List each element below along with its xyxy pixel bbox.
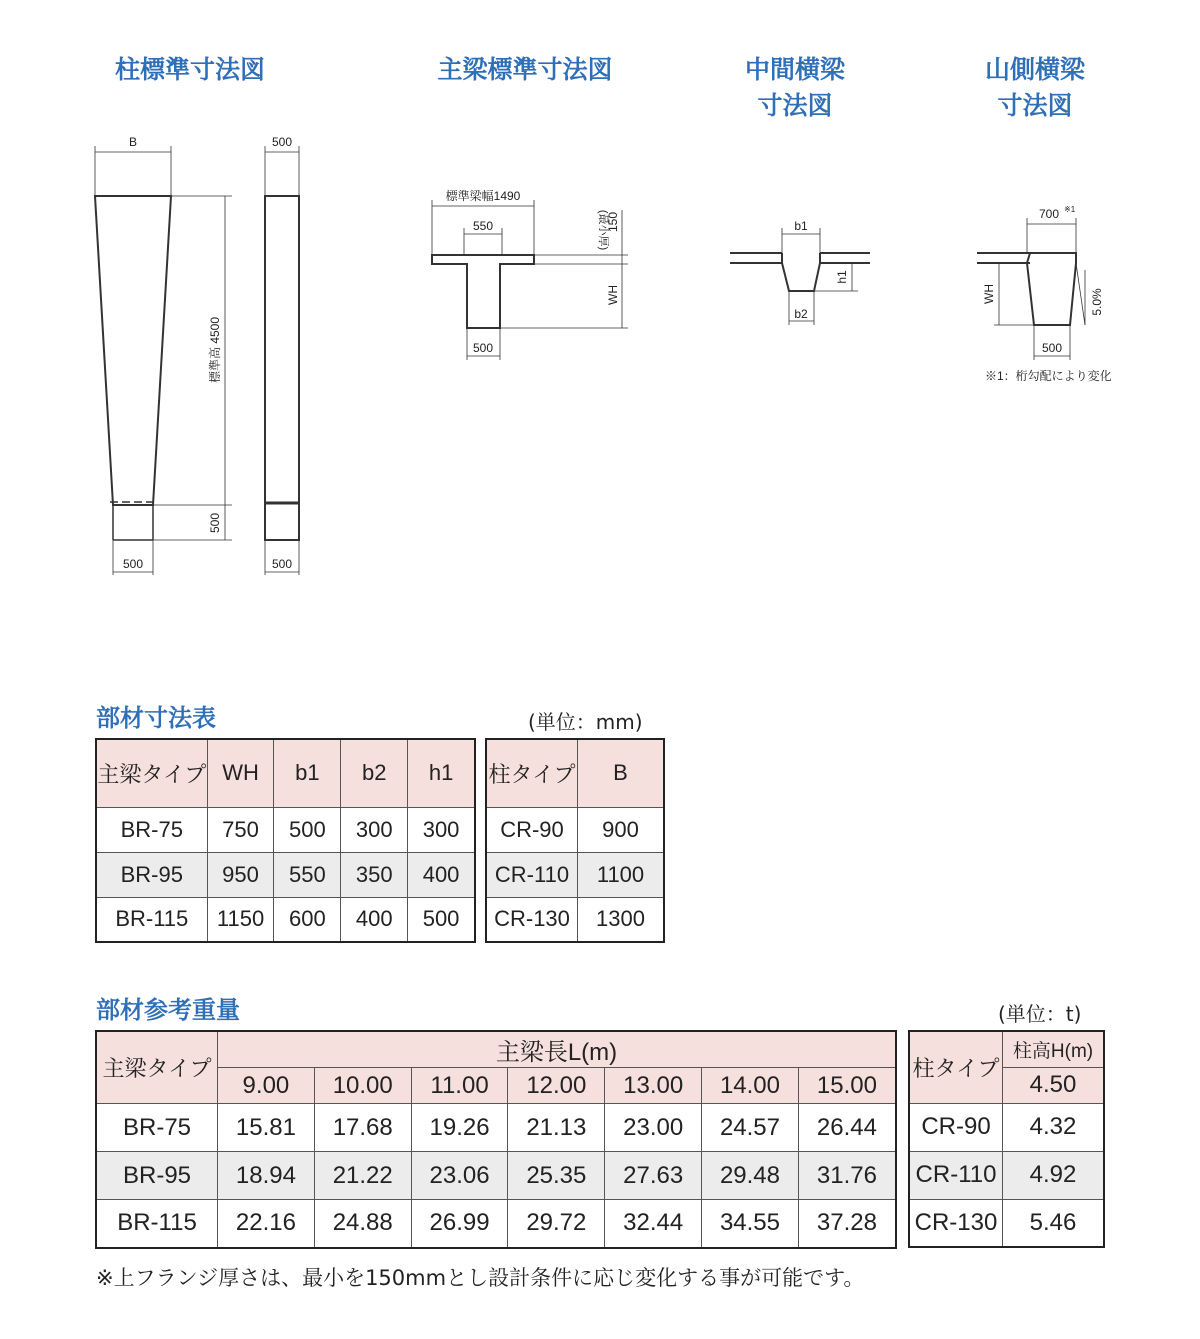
- table-cell: BR-115: [96, 1200, 218, 1248]
- table-header: 柱タイプ: [909, 1031, 1003, 1103]
- mountain-beam-top-note: ※1: [1064, 205, 1076, 214]
- column-bottom-seg-label: 500: [208, 512, 222, 534]
- table-cell: 500: [408, 897, 475, 942]
- table-cell: CR-90: [909, 1103, 1003, 1151]
- main-beam-flange-note: (最小厚): [597, 209, 609, 251]
- table-cell: BR-95: [96, 1152, 218, 1200]
- table-cell: 27.63: [605, 1152, 702, 1200]
- table-cell: 1100: [578, 852, 665, 897]
- table-cell: 25.35: [508, 1152, 605, 1200]
- table-row: [96, 852, 475, 897]
- main-beam-flange-value: 150: [606, 211, 620, 233]
- table-cell: 300: [341, 807, 408, 852]
- table-cell: CR-110: [909, 1151, 1003, 1199]
- table-row: [486, 897, 664, 942]
- table-cell: 24.57: [702, 1104, 799, 1152]
- table-cell: 750: [207, 807, 274, 852]
- table-header: 主梁タイプ: [96, 739, 207, 807]
- table-cell: 17.68: [314, 1104, 411, 1152]
- table-row: [909, 1151, 1104, 1199]
- table-cell: 19.26: [411, 1104, 508, 1152]
- mountain-beam-title-line2: 寸法図: [997, 91, 1073, 120]
- table-header: 10.00: [314, 1068, 411, 1104]
- table-cell: 1150: [207, 897, 274, 942]
- table-cell: 23.06: [411, 1152, 508, 1200]
- table-cell: BR-95: [96, 852, 207, 897]
- weight-table-unit: (単位：t): [998, 1002, 1082, 1026]
- column-bottom-width-label: 500: [122, 557, 144, 571]
- table-cell: 15.81: [218, 1104, 315, 1152]
- table-cell: 550: [274, 852, 341, 897]
- table-header: 主梁タイプ: [96, 1031, 218, 1104]
- table-header: 柱タイプ: [486, 739, 578, 807]
- column-top-width-label: B: [128, 135, 138, 149]
- table-cell: 5.46: [1003, 1199, 1105, 1247]
- mountain-beam-footnote: ※1：桁勾配により変化: [985, 369, 1112, 383]
- mid-beam-b2-label: b2: [794, 307, 808, 321]
- mountain-beam-title-line1: 山側横梁: [984, 55, 1085, 84]
- table-cell: 400: [408, 852, 475, 897]
- column-weight-table: [908, 1030, 1105, 1248]
- table-cell: CR-130: [486, 897, 578, 942]
- mountain-beam-wh-label: WH: [982, 284, 996, 304]
- table-cell: 29.72: [508, 1200, 605, 1248]
- dimension-drawings: [0, 0, 1200, 600]
- table-cell: 900: [578, 807, 665, 852]
- table-cell: 400: [341, 897, 408, 942]
- beam-weight-table: [95, 1030, 897, 1249]
- table-cell: 37.28: [798, 1200, 896, 1248]
- mid-beam-b1-label: b1: [794, 219, 808, 233]
- table-header: 主梁長L(m): [218, 1031, 897, 1068]
- table-header: 9.00: [218, 1068, 315, 1104]
- column-drawing-title: 柱標準寸法図: [114, 55, 265, 84]
- table-cell: 4.92: [1003, 1151, 1105, 1199]
- column-height-label: 標準高 4500: [208, 316, 222, 384]
- table-header: b2: [341, 739, 408, 807]
- table-header: WH: [207, 739, 274, 807]
- table-cell: 1300: [578, 897, 665, 942]
- table-cell: 22.16: [218, 1200, 315, 1248]
- main-beam-wh-label: WH: [606, 285, 620, 305]
- table-row: [486, 807, 664, 852]
- dimension-table-unit: (単位：mm): [528, 710, 643, 734]
- weight-table-title: 部材参考重量: [96, 996, 240, 1024]
- table-cell: CR-130: [909, 1199, 1003, 1247]
- table-header: b1: [274, 739, 341, 807]
- table-cell: 350: [341, 852, 408, 897]
- footnote: ※上フランジ厚さは、最小を150mmとし設計条件に応じ変化する事が可能です。: [96, 1266, 865, 1290]
- column-dimension-table: [485, 738, 665, 943]
- mountain-beam-slope-label: 5.0%: [1090, 288, 1104, 316]
- table-cell: 600: [274, 897, 341, 942]
- column-side-top-label: 500: [271, 135, 293, 149]
- table-cell: 500: [274, 807, 341, 852]
- table-cell: 950: [207, 852, 274, 897]
- table-cell: 300: [408, 807, 475, 852]
- mountain-beam-bottom-label: 500: [1041, 341, 1063, 355]
- main-beam-drawing-title: 主梁標準寸法図: [437, 55, 613, 84]
- beam-dimension-table: [95, 738, 476, 943]
- table-row: [909, 1199, 1104, 1247]
- table-cell: CR-90: [486, 807, 578, 852]
- table-cell: BR-115: [96, 897, 207, 942]
- table-header: 11.00: [411, 1068, 508, 1104]
- mid-beam-h1-label: h1: [835, 270, 849, 284]
- table-row: [909, 1103, 1104, 1151]
- table-header: 13.00: [605, 1068, 702, 1104]
- table-header: 12.00: [508, 1068, 605, 1104]
- table-cell: CR-110: [486, 852, 578, 897]
- main-beam-web-top-label: 550: [472, 219, 494, 233]
- table-row: [96, 1200, 896, 1248]
- table-header: 4.50: [1003, 1067, 1105, 1103]
- mid-beam-title-line2: 寸法図: [757, 91, 833, 120]
- table-header: 15.00: [798, 1068, 896, 1104]
- table-cell: BR-75: [96, 807, 207, 852]
- table-cell: 29.48: [702, 1152, 799, 1200]
- mountain-beam-top-label: 700: [1038, 207, 1060, 221]
- table-cell: 24.88: [314, 1200, 411, 1248]
- table-row: [96, 1104, 896, 1152]
- table-header: 柱高H(m): [1003, 1031, 1105, 1067]
- column-side-view: [265, 146, 299, 575]
- dimension-table-title: 部材寸法表: [96, 704, 216, 732]
- table-header: h1: [408, 739, 475, 807]
- table-cell: 21.13: [508, 1104, 605, 1152]
- table-cell: 21.22: [314, 1152, 411, 1200]
- main-beam-width-label: 標準梁幅1490: [445, 189, 521, 203]
- table-row: [96, 807, 475, 852]
- column-side-bottom-label: 500: [271, 557, 293, 571]
- main-beam-bottom-label: 500: [472, 341, 494, 355]
- table-cell: 4.32: [1003, 1103, 1105, 1151]
- table-row: [486, 852, 664, 897]
- table-cell: 26.44: [798, 1104, 896, 1152]
- table-row: [96, 1152, 896, 1200]
- table-cell: 31.76: [798, 1152, 896, 1200]
- table-cell: 32.44: [605, 1200, 702, 1248]
- table-header: 14.00: [702, 1068, 799, 1104]
- table-cell: BR-75: [96, 1104, 218, 1152]
- table-cell: 18.94: [218, 1152, 315, 1200]
- table-header: B: [578, 739, 665, 807]
- table-cell: 34.55: [702, 1200, 799, 1248]
- mid-beam-title-line1: 中間横梁: [744, 55, 845, 84]
- table-row: [96, 897, 475, 942]
- table-cell: 26.99: [411, 1200, 508, 1248]
- table-cell: 23.00: [605, 1104, 702, 1152]
